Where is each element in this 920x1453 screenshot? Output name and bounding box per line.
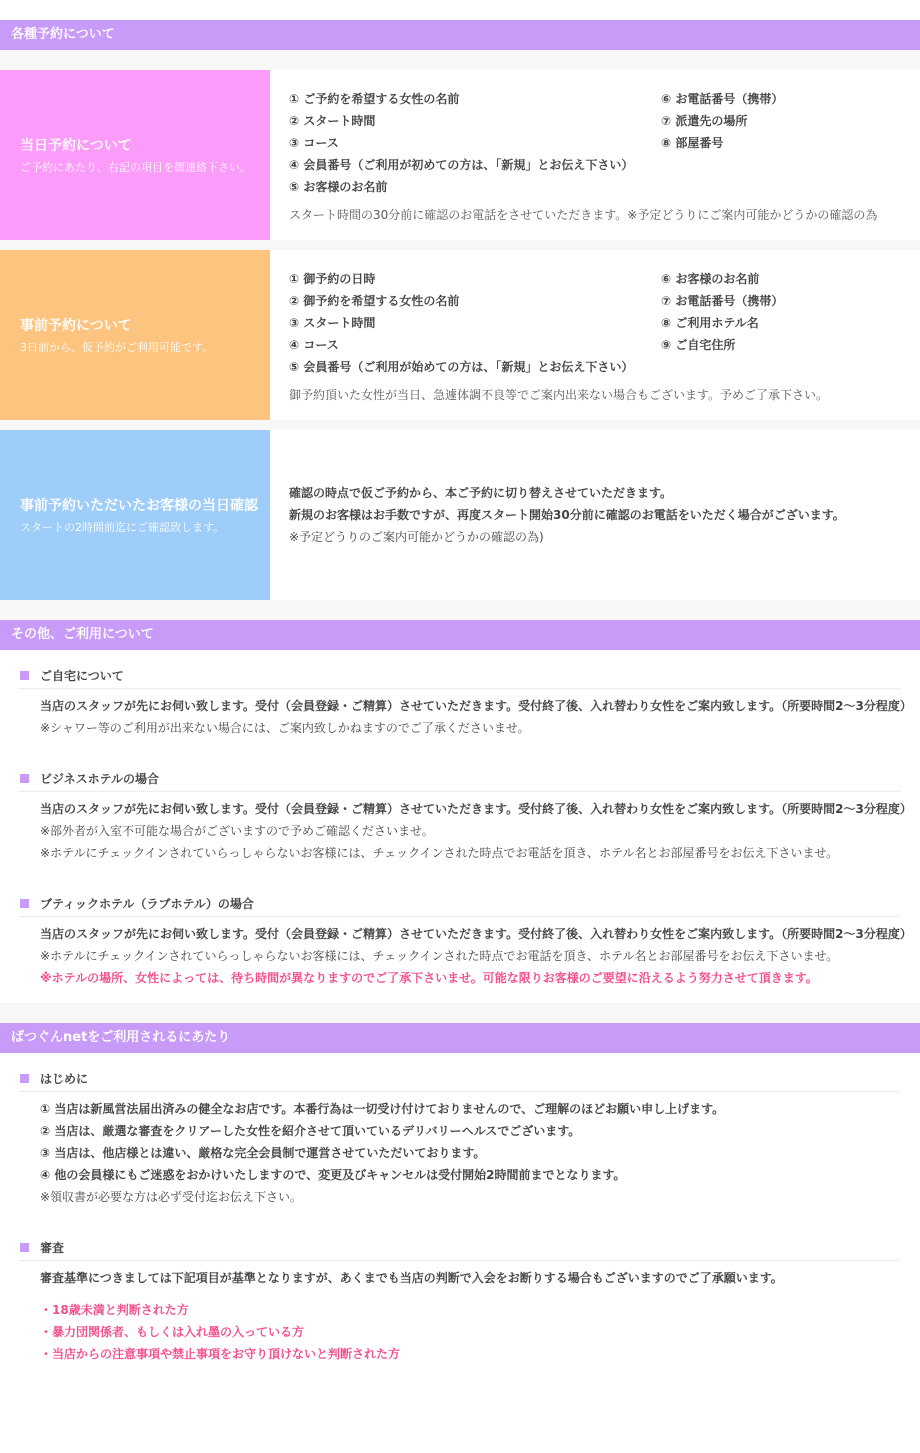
boutique-hotel-warning: ※ホテルの場所、女性によっては、待ち時間が異なりますのでご了承下さいませ。可能な限りお客様のご要望に沿えるよう努力させて頂きます。 bbox=[40, 971, 818, 985]
list-item: ⑨ ご自宅住所 bbox=[661, 338, 736, 352]
list-item: ⑤ お客様のお名前 bbox=[289, 180, 388, 194]
bullet-square-icon bbox=[20, 774, 29, 783]
home-main: 当店のスタッフが先にお伺い致します。受付（会員登録・ご精算）させていただきます。受付終了後、入れ替わり女性をご案内致します。（所要時間2～3分程度） bbox=[40, 699, 912, 713]
list-item: ① 御予約の日時 bbox=[289, 272, 376, 286]
screening-criterion: ・当店からの注意事項や禁止事項をお守り頂けないと判断された方 bbox=[40, 1347, 401, 1361]
advance-note: 御予約頂いた女性が当日、急遽体調不良等でご案内出来ない場合もございます。予めご了承下さい。 bbox=[289, 388, 829, 402]
intro-line: ② 当店は、厳選な審査をクリアーした女性を紹介させて頂いているデリバリーヘルスでございます。 bbox=[40, 1124, 581, 1138]
spacer bbox=[0, 600, 920, 620]
advance-label-panel bbox=[0, 250, 270, 420]
others-body bbox=[0, 650, 920, 1003]
list-item: ⑦ お電話番号（携帯） bbox=[661, 294, 784, 308]
list-item: ⑥ お客様のお名前 bbox=[661, 272, 760, 286]
list-item: ① ご予約を希望する女性の名前 bbox=[289, 92, 460, 106]
top-band bbox=[0, 0, 920, 20]
screening-criterion: ・暴力団関係者、もしくは入れ墨の入っている方 bbox=[40, 1325, 305, 1339]
spacer bbox=[0, 420, 920, 430]
intro-title: はじめに bbox=[40, 1071, 89, 1086]
list-item: ⑦ 派遣先の場所 bbox=[661, 114, 748, 128]
same-day-block bbox=[0, 70, 920, 240]
advance-title: 事前予約について bbox=[20, 318, 132, 334]
screening-item bbox=[0, 1234, 920, 1365]
list-item: ⑧ 部屋番号 bbox=[661, 136, 724, 150]
same-day-label-panel bbox=[0, 70, 270, 240]
list-item: ⑧ ご利用ホテル名 bbox=[661, 316, 759, 330]
advance-details bbox=[270, 250, 920, 420]
usage-body bbox=[0, 1053, 920, 1453]
list-item: ③ コース bbox=[289, 136, 339, 150]
intro-line: ④ 他の会員様にもご迷惑をおかけいたしますので、変更及びキャンセルは受付開始2時間前までとなります。 bbox=[40, 1168, 626, 1182]
advance-subtitle: 3日前から、仮予約がご利用可能です。 bbox=[20, 341, 214, 354]
list-item: ⑤ 会員番号（ご利用が始めての方は、「新規」とお伝え下さい） bbox=[289, 360, 634, 374]
boutique-hotel-title: ブティックホテル（ラブホテル）の場合 bbox=[40, 896, 254, 911]
business-hotel-note: ※ホテルにチェックインされていらっしゃらないお客様には、チェックインされた時点でお電話を頂き、ホテル名とお部屋番号をお伝え下さいませ。 bbox=[40, 846, 839, 860]
spacer bbox=[0, 50, 920, 70]
business-hotel-item bbox=[0, 765, 920, 864]
home-note: ※シャワー等のご利用が出来ない場合には、ご案内致しかねますのでご了承くださいませ。 bbox=[40, 721, 530, 735]
home-item bbox=[0, 662, 920, 739]
confirm-note: ※予定どうりのご案内可能かどうかの確認の為) bbox=[289, 530, 544, 544]
list-item: ② 御予約を希望する女性の名前 bbox=[289, 294, 460, 308]
intro-note: ※領収書が必要な方は必ず受付迄お伝え下さい。 bbox=[40, 1190, 303, 1204]
list-item: ③ スタート時間 bbox=[289, 316, 376, 330]
business-hotel-main: 当店のスタッフが先にお伺い致します。受付（会員登録・ご精算）させていただきます。受付終了後、入れ替わり女性をご案内致します。（所要時間2～3分程度） bbox=[40, 802, 912, 816]
boutique-hotel-note: ※ホテルにチェックインされていらっしゃらないお客様には、チェックインされた時点でお電話を頂き、ホテル名とお部屋番号をお伝え下さいませ。 bbox=[40, 949, 839, 963]
intro-line: ① 当店は新風営法届出済みの健全なお店です。本番行為は一切受け付けておりませんので、ご理解のほどお願い申し上げます。 bbox=[40, 1102, 725, 1116]
confirm-subtitle: スタートの2時間前迄にご確認致します。 bbox=[20, 521, 225, 534]
confirm-line: 新規のお客様はお手数ですが、再度スタート開始30分前に確認のお電話をいただく場合がございます。 bbox=[289, 508, 845, 522]
same-day-title: 当日予約について bbox=[20, 138, 132, 154]
same-day-details bbox=[270, 70, 920, 240]
list-item: ④ 会員番号（ご利用が初めての方は、「新規」とお伝え下さい） bbox=[289, 158, 634, 172]
business-hotel-note: ※部外者が入室不可能な場合がございますので予めご確認くださいませ。 bbox=[40, 824, 434, 838]
boutique-hotel-item bbox=[0, 890, 920, 989]
bullet-square-icon bbox=[20, 899, 29, 908]
home-title: ご自宅について bbox=[40, 668, 124, 683]
spacer bbox=[0, 1003, 920, 1023]
bullet-square-icon bbox=[20, 1243, 29, 1252]
section-header-usage: ばつぐんnetをご利用されるにあたり bbox=[0, 1023, 920, 1053]
list-item: ⑥ お電話番号（携帯） bbox=[661, 92, 784, 106]
bullet-square-icon bbox=[20, 671, 29, 680]
section-header-reservations: 各種予約について bbox=[0, 20, 920, 50]
screening-main: 審査基準につきましては下記項目が基準となりますが、あくまでも当店の判断で入会をお断りする場合もございますのでご了承願います。 bbox=[40, 1271, 783, 1285]
business-hotel-title: ビジネスホテルの場合 bbox=[40, 771, 160, 786]
intro-item bbox=[0, 1065, 920, 1208]
confirm-block bbox=[0, 430, 920, 600]
section-header-others: その他、ご利用について bbox=[0, 620, 920, 650]
confirm-details bbox=[270, 430, 920, 600]
advance-block bbox=[0, 250, 920, 420]
confirm-label-panel bbox=[0, 430, 270, 600]
screening-criterion: ・18歳未満と判断された方 bbox=[40, 1303, 189, 1317]
same-day-note: スタート時間の30分前に確認のお電話をさせていただきます。※予定どうりにご案内可能かどうかの確認の為 bbox=[289, 208, 878, 222]
list-item: ④ コース bbox=[289, 338, 339, 352]
boutique-hotel-main: 当店のスタッフが先にお伺い致します。受付（会員登録・ご精算）させていただきます。受付終了後、入れ替わり女性をご案内致します。（所要時間2～3分程度） bbox=[40, 927, 912, 941]
bullet-square-icon bbox=[20, 1074, 29, 1083]
intro-line: ③ 当店は、他店様とは違い、厳格な完全会員制で運営させていただいております。 bbox=[40, 1146, 486, 1160]
confirm-line: 確認の時点で仮ご予約から、本ご予約に切り替えさせていただきます。 bbox=[289, 486, 673, 500]
same-day-subtitle: ご予約にあたり、右記の項目を御連絡下さい。 bbox=[20, 161, 251, 174]
confirm-title: 事前予約いただいたお客様の当日確認 bbox=[20, 498, 258, 514]
spacer bbox=[0, 240, 920, 250]
list-item: ② スタート時間 bbox=[289, 114, 376, 128]
screening-title: 審査 bbox=[40, 1240, 65, 1255]
